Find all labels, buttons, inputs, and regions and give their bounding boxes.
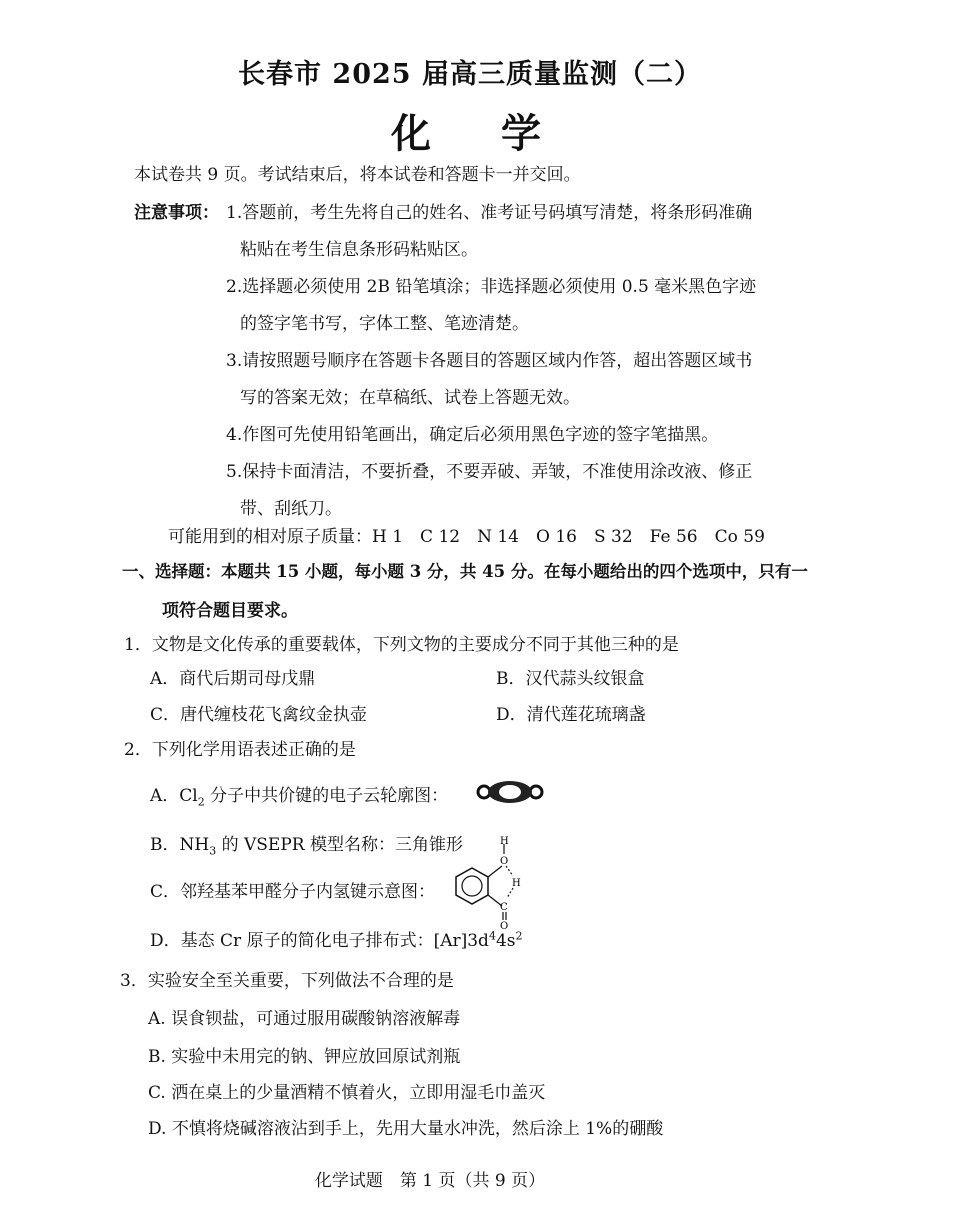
struct-h1: H (500, 836, 509, 847)
q2-option-c: C．邻羟基苯甲醛分子内氢键示意图： (150, 882, 436, 902)
q2-option-b: B．$NH_3$ 的 VSEPR 模型名称：三角锥形 (150, 835, 463, 858)
struct-o1: O (500, 856, 509, 867)
q3-stem: 3．实验安全至关重要，下列做法不合理的是 (120, 971, 454, 991)
q1-option-a: A．商代后期司母戊鼎 (150, 669, 316, 689)
struct-o2: O (500, 921, 509, 932)
q2-option-d: D．基态 Cr 原子的简化电子排布式：$[Ar]3d^44s^2$ (150, 929, 523, 951)
subject-title: 化 学 (391, 110, 569, 157)
q1-option-d: D．清代莲花琉璃盏 (496, 705, 646, 725)
struct-c: C (500, 902, 508, 913)
hydrogen-bond-structure-icon (450, 834, 530, 932)
q1-stem: 1．文物是文化传承的重要载体，下列文物的主要成分不同于其他三种的是 (124, 635, 679, 655)
q3-option-d: D. 不慎将烧碱溶液沾到手上，先用大量水冲洗，然后涂上 1%的硼酸 (148, 1119, 664, 1139)
note-5b: 带、刮纸刀。 (240, 499, 342, 519)
note-3a: 3.请按照题号顺序在答题卡各题目的答题区域内作答，超出答题区域书 (226, 351, 753, 371)
electron-cloud-icon (474, 777, 546, 807)
q2-option-a: A．$Cl_2$ 分子中共价键的电子云轮廓图： (150, 786, 449, 809)
note-2a: 2.选择题必须使用 2B 铅笔填涂；非选择题必须使用 0.5 毫米黑色字迹 (226, 277, 757, 297)
q2-stem: 2．下列化学用语表述正确的是 (124, 740, 356, 760)
intro-text: 本试卷共 9 页。考试结束后，将本试卷和答题卡一并交回。 (134, 165, 581, 185)
note-1b: 粘贴在考生信息条形码粘贴区。 (240, 240, 478, 260)
atomic-masses: 可能用到的相对原子质量：H 1 C 12 N 14 O 16 S 32 Fe 56 Co 59 (168, 527, 765, 547)
note-3b: 写的答案无效；在草稿纸、试卷上答题无效。 (240, 388, 580, 408)
q3-option-b: B. 实验中未用完的钠、钾应放回原试剂瓶 (148, 1047, 461, 1067)
page-title: 长春市 2025 届高三质量监测（二） (238, 59, 702, 90)
q3-option-c: C. 洒在桌上的少量酒精不慎着火，立即用湿毛巾盖灭 (148, 1083, 546, 1103)
q1-option-c: C．唐代缠枝花飞禽纹金执壶 (150, 705, 368, 725)
q1-option-b: B．汉代蒜头纹银盒 (496, 669, 645, 689)
page-footer: 化学试题 第 1 页（共 9 页） (314, 1171, 546, 1191)
note-2b: 的签字笔书写，字体工整、笔迹清楚。 (240, 314, 529, 334)
note-1a: 1.答题前，考生先将自己的姓名、准考证号码填写清楚，将条形码准确 (226, 203, 753, 223)
note-5a: 5.保持卡面清洁，不要折叠，不要弄破、弄皱，不准使用涂改液、修正 (226, 462, 753, 482)
q3-option-a: A. 误食钡盐，可通过服用碳酸钠溶液解毒 (148, 1009, 461, 1029)
section1-heading: 一、选择题：本题共 15 小题，每小题 3 分，共 45 分。在每小题给出的四个选项中，只有一 (122, 562, 808, 581)
notes-label: 注意事项： (134, 203, 219, 223)
note-4: 4.作图可先使用铅笔画出，确定后必须用黑色字迹的签字笔描黑。 (226, 425, 719, 445)
section1-heading-cont: 项符合题目要求。 (162, 601, 298, 621)
struct-h2: H (512, 878, 521, 889)
